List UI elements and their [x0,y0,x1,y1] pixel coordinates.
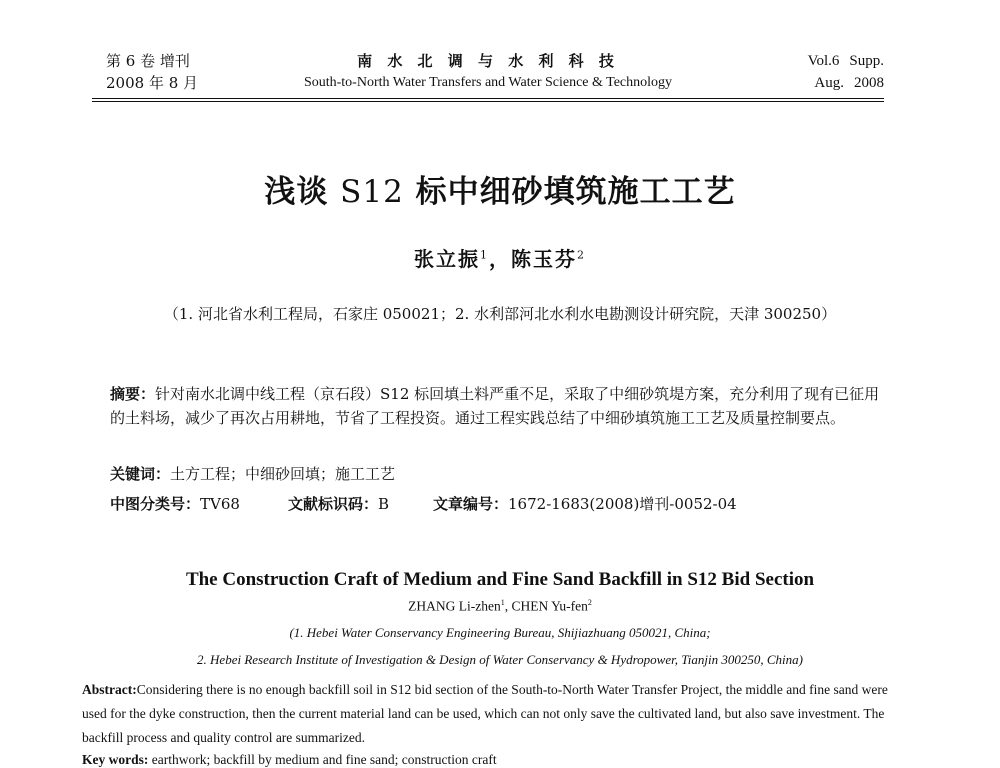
issue-date: 2008 年 8 月 [106,74,199,92]
supplement-en: Supp. [849,53,884,69]
abstract-en-text: Considering there is no enough backfill soil in S12 bid section of the South-to-North Water Transfer Project, the middle and fine sand were used for the dyke construction, then the current material land can be used, which can not only save the cultivated land, but also save investment. The backfill process and quality control are summarized. [82,682,888,745]
keywords-cn [110,463,395,484]
affiliation-en-1: (1. Hebei Water Conservancy Engineering Bureau, Shijiazhuang 050021, China; [289,625,711,640]
keywords-en-text: earthwork; backfill by medium and fine sand; construction craft [151,752,497,767]
doc-code-label: 文献标识码： [287,495,378,513]
affiliation-cn: （1. 河北省水利工程局，石家庄 050021；2. 水利部河北水利水电勘测设计研究院，天津 300250） [163,305,837,323]
doc-code-value: B [377,495,389,513]
header-right [798,50,884,94]
author-en-2: CHEN Yu-fen [511,598,588,614]
authors-en [0,598,1000,615]
volume-info: 第 6 卷 增刊 [106,52,190,70]
article-id-value: 1672-1683(2008)增刊-0052-04 [508,495,737,513]
affiliation-en-2: 2. Hebei Research Institute of Investigation & Design of Water Conservancy & Hydropower, Tianjin 300250, China) [197,652,803,667]
article-id-label: 文章编号： [433,495,509,513]
abstract-en [82,678,902,750]
author-1-sup: 1 [480,248,489,262]
author-en-1-sup: 1 [500,598,505,607]
title-part-post: 标中细砂填筑施工工艺 [403,174,736,210]
author-1: 张立振 [414,247,480,271]
abstract-en-label: Abstract: [82,682,137,697]
header-rule-top [92,98,884,99]
clc-value: TV68 [200,495,240,513]
authors-cn [0,243,1000,272]
author-en-separator: , [504,598,512,614]
keywords-cn-label: 关键词： [110,465,171,483]
abstract-cn-text: 针对南水北调中线工程（京石段）S12 标回填土料严重不足，采取了中细砂筑堤方案，充分利用了现有已征用的土料场，减少了再次占用耕地，节省了工程投资。通过工程实践总结了中细砂填筑施工工艺及质量控制要点。 [110,385,880,427]
paper-title-cn [0,166,1000,211]
header-rule-bottom [92,101,884,102]
journal-name-en: South-to-North Water Transfers and Water Science & Technology [303,75,673,90]
abstract-cn-label: 摘要： [110,385,156,403]
journal-name-cn: 南 水 北 调 与 水 利 科 技 [357,52,619,70]
running-header [92,50,884,100]
author-2: 陈玉芬 [511,247,577,271]
author-separator: ， [489,247,511,271]
keywords-cn-text: 土方工程；中细砂回填；施工工艺 [170,465,396,483]
author-en-2-sup: 2 [587,598,592,607]
keywords-en [82,752,902,768]
abstract-cn [110,382,890,430]
keywords-en-label: Key words: [82,752,149,767]
year-en: 2008 [854,75,884,91]
author-2-sup: 2 [577,248,586,262]
paper-title-en: The Construction Craft of Medium and Fine Sand Backfill in S12 Bid Section [185,569,815,590]
classification-line [110,493,737,514]
volume-en: Vol.6 [807,53,840,69]
clc-label: 中图分类号： [110,495,201,513]
journal-name [92,50,884,94]
author-en-1: ZHANG Li-zhen [408,598,501,614]
title-part-code: S12 [340,174,404,210]
month-en: Aug. [814,75,844,91]
title-part-pre: 浅谈 [264,174,341,210]
